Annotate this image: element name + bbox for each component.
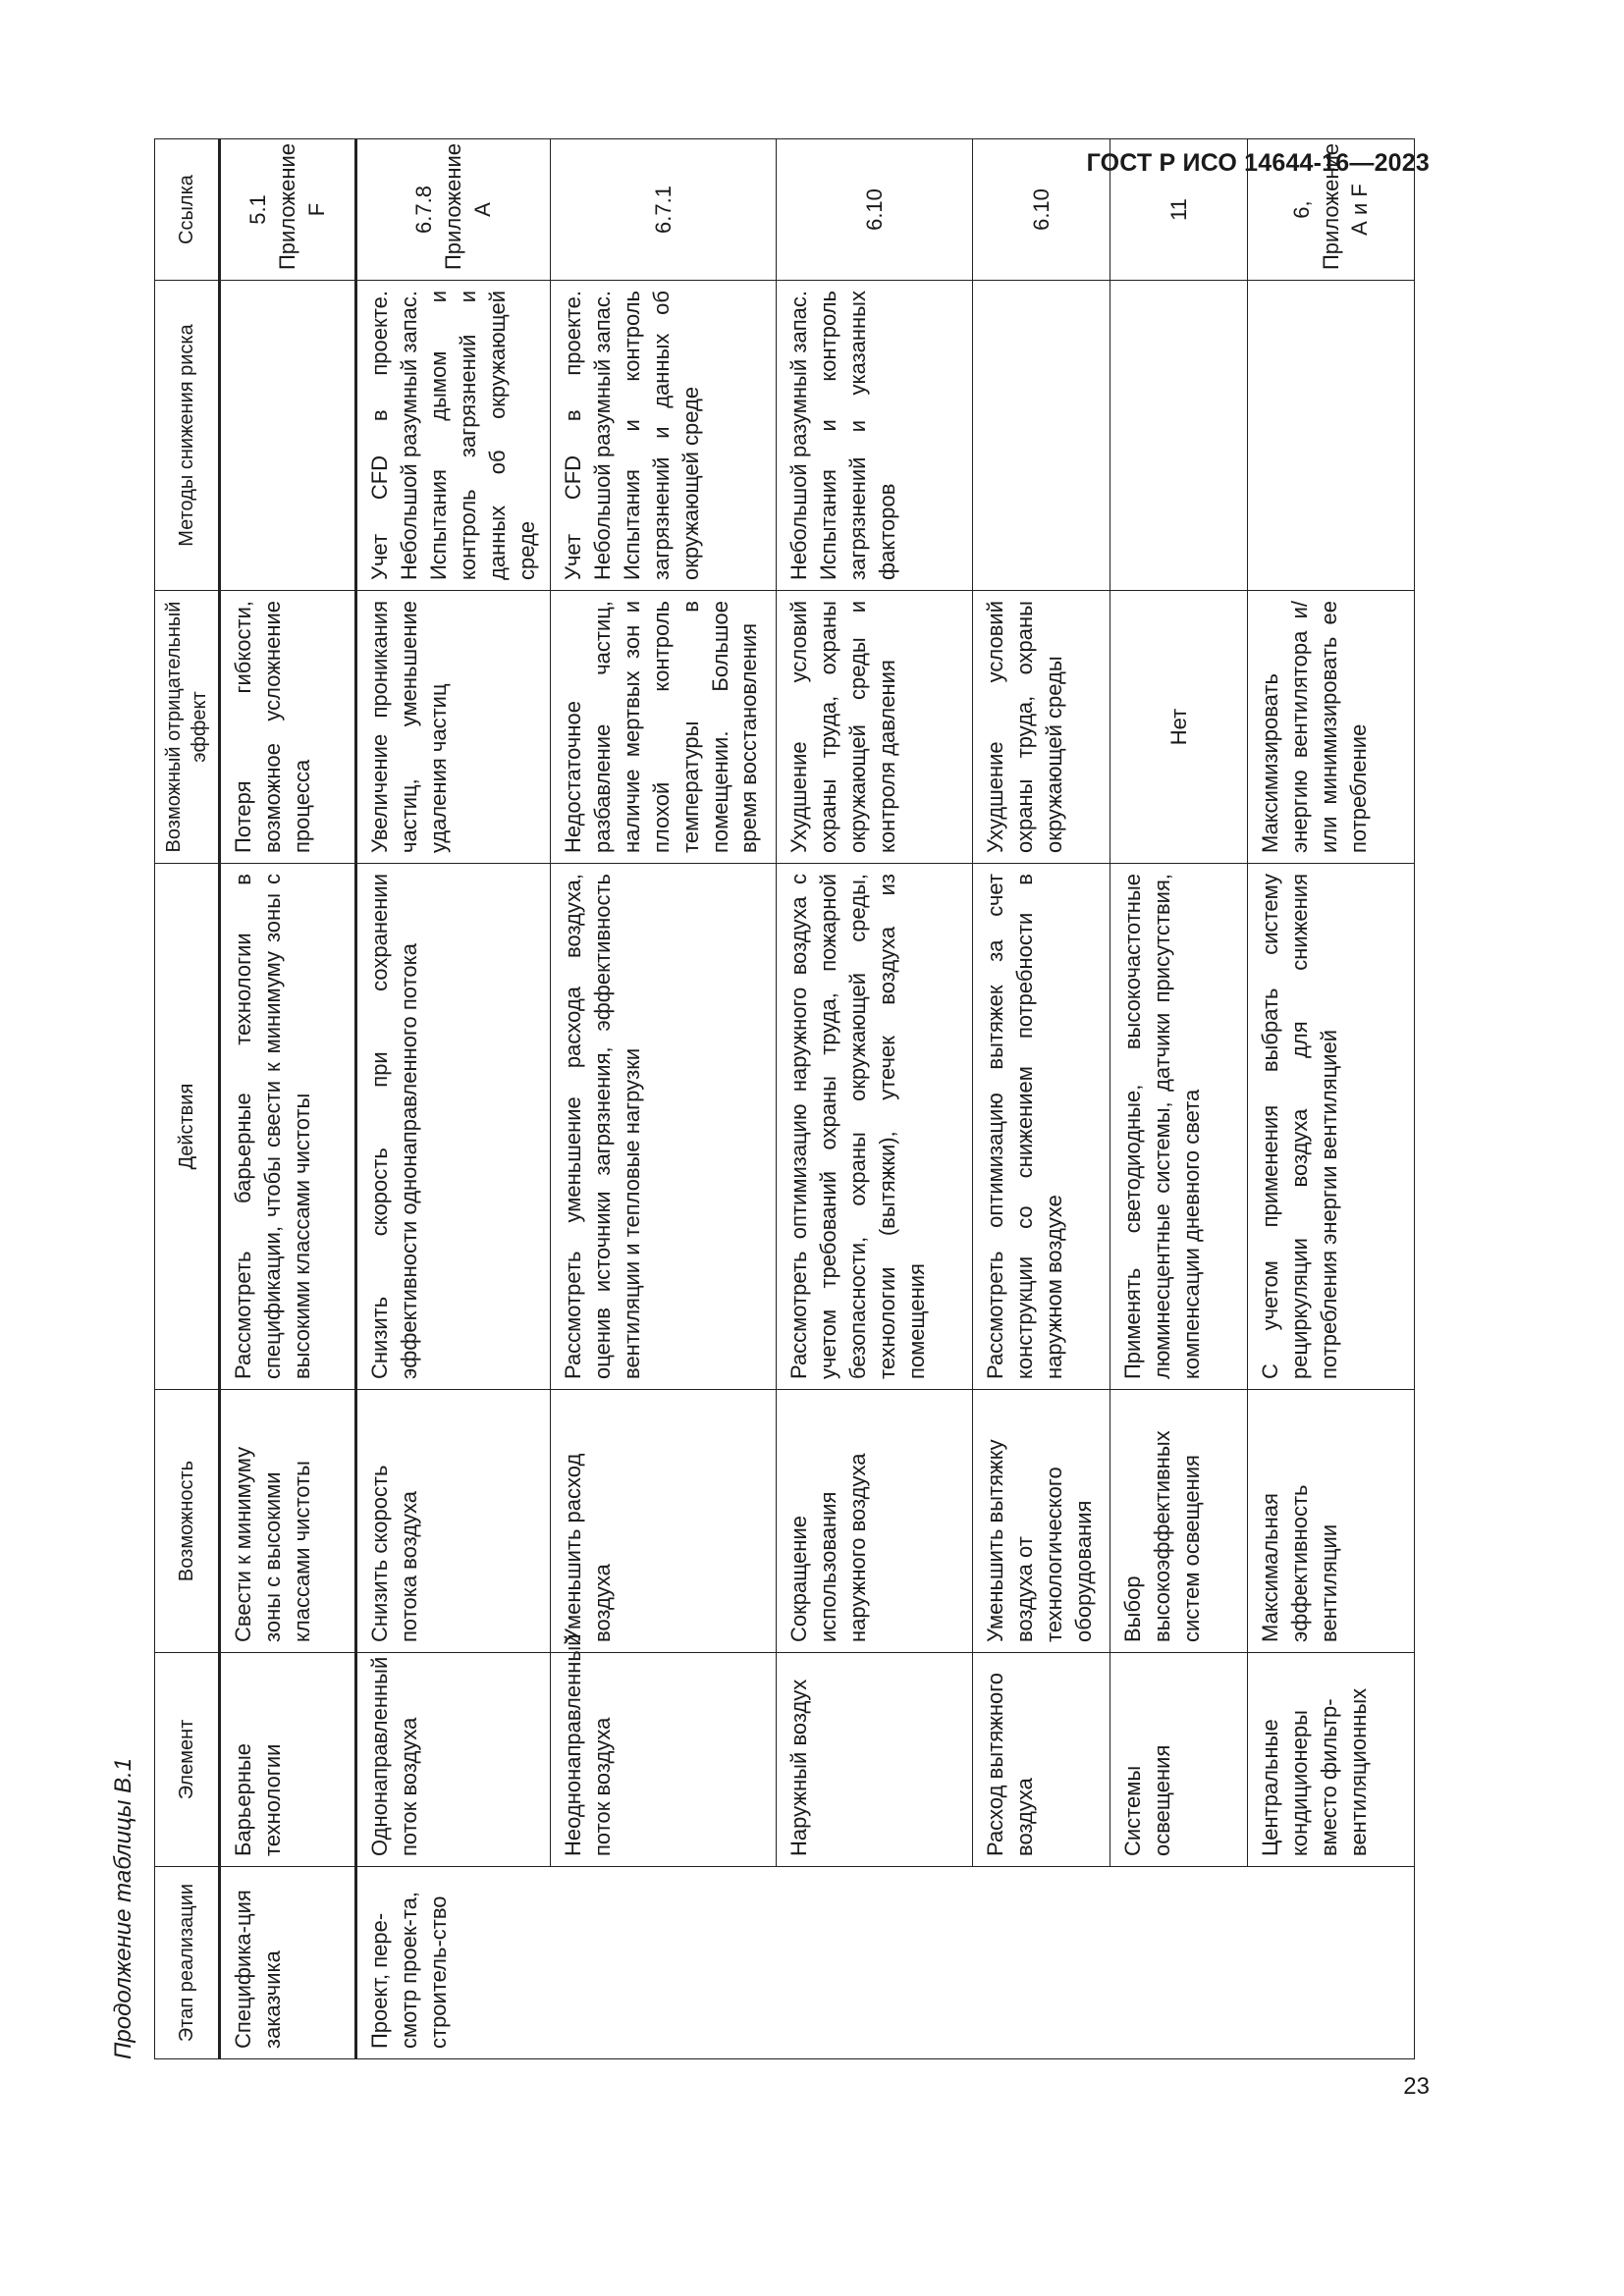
action-cell: Рассмотреть оптимизацию вытяжек за счет конструкции со снижением потребности в наружном воздухе — [973, 864, 1110, 1390]
table-header-row — [155, 139, 220, 2059]
effect-cell: Ухудшение условий охраны труда, охраны окружающей среды и контроля давления — [777, 591, 973, 864]
table-row — [1248, 139, 1415, 2059]
col-header-mitigation: Методы снижения риска — [155, 281, 220, 591]
col-header-stage: Этап реализации — [155, 1867, 220, 2059]
document-code: ГОСТ Р ИСО 14644-16—2023 — [1086, 149, 1430, 177]
table-row — [356, 139, 551, 2059]
effect-cell: Увеличение проникания частиц, уменьшение удаления частиц — [356, 591, 551, 864]
col-header-effect: Возможный отрицательный эффект — [155, 591, 220, 864]
effect-cell: Потеря гибкости, возможное усложнение процесса — [220, 591, 356, 864]
mitigation-cell: Учет CFD в проекте. Небольшой разумный запас. Испытания и контроль загрязнений и данных об окружающей среде — [551, 281, 777, 591]
element-cell: Барьерные технологии — [220, 1653, 356, 1867]
table-caption: Продолжение таблицы В.1 — [110, 1757, 136, 2059]
element-cell: Расход вытяжного воздуха — [973, 1653, 1110, 1867]
opportunity-cell: Уменьшить расход воздуха — [551, 1390, 777, 1653]
effect-cell: Нет — [1110, 591, 1248, 864]
table-row — [973, 139, 1110, 2059]
action-cell: С учетом применения выбрать систему рециркуляции воздуха для снижения потребления энергии вентиляцией — [1248, 864, 1415, 1390]
table-row — [777, 139, 973, 2059]
effect-cell: Недостаточное разбавление частиц, наличие мертвых зон и плохой контроль температуры в помещении. Большое время восстановления — [551, 591, 777, 864]
col-header-reference: Ссылка — [155, 139, 220, 281]
element-cell: Однонаправленный поток воздуха — [356, 1653, 551, 1867]
effect-cell: Ухудшение условий охраны труда, охраны окружающей среды — [973, 591, 1110, 864]
action-cell: Снизить скорость при сохранении эффективности однонаправленного потока — [356, 864, 551, 1390]
mitigation-cell: Учет CFD в проекте. Небольшой разумный запас. Испытания дымом и контроль загрязнений и данных об окружающей среде — [356, 281, 551, 591]
mitigation-cell — [1110, 281, 1248, 591]
action-cell: Рассмотреть оптимизацию наружного воздуха с учетом требований охраны труда, пожарной безопасности, охраны окружающей среды, технологии (вытяжки), утечек воздуха из помещения — [777, 864, 973, 1390]
reference-cell: 6.10 — [777, 139, 973, 281]
table-row — [1110, 139, 1248, 2059]
opportunity-cell: Сокращение использования наружного воздуха — [777, 1390, 973, 1653]
effect-cell: Максимизировать энергию вентилятора и/или минимизировать ее потребление — [1248, 591, 1415, 864]
reference-cell: 5.1 Приложение F — [220, 139, 356, 281]
element-cell: Неоднонаправленный поток воздуха — [551, 1653, 777, 1867]
page-number: 23 — [1403, 2073, 1430, 2100]
stage-cell: Специфика-ция заказчика — [220, 1867, 356, 2059]
opportunity-cell: Свести к минимуму зоны с высокими классами чистоты — [220, 1390, 356, 1653]
reference-cell: 6.10 — [973, 139, 1110, 281]
opportunity-cell: Снизить скорость потока воздуха — [356, 1390, 551, 1653]
mitigation-cell: Небольшой разумный запас. Испытания и контроль загрязнений и указанных факторов — [777, 281, 973, 591]
table-row — [551, 139, 777, 2059]
element-cell: Наружный воздух — [777, 1653, 973, 1867]
reference-cell: 6, Приложение А и F — [1248, 139, 1415, 281]
opportunity-cell: Максимальная эффективность вентиляции — [1248, 1390, 1415, 1653]
mitigation-cell — [1248, 281, 1415, 591]
mitigation-cell — [220, 281, 356, 591]
risk-table — [154, 138, 1415, 2059]
opportunity-cell: Уменьшить вытяжку воздуха от технологического оборудования — [973, 1390, 1110, 1653]
stage-cell: Проект, пере-смотр проек-та, строитель-ство — [356, 1867, 1415, 2059]
opportunity-cell: Выбор высокоэффективных систем освещения — [1110, 1390, 1248, 1653]
mitigation-cell — [973, 281, 1110, 591]
element-cell: Системы освещения — [1110, 1653, 1248, 1867]
reference-cell: 11 — [1110, 139, 1248, 281]
action-cell: Рассмотреть уменьшение расхода воздуха, оценив источники загрязнения, эффективность вентиляции и тепловые нагрузки — [551, 864, 777, 1390]
element-cell: Центральные кондиционеры вместо фильтр-вентиляционных — [1248, 1653, 1415, 1867]
col-header-element: Элемент — [155, 1653, 220, 1867]
action-cell: Рассмотреть барьерные технологии в спецификации, чтобы свести к минимуму зоны с высокими классами чистоты — [220, 864, 356, 1390]
reference-cell: 6.7.1 — [551, 139, 777, 281]
table-row — [220, 139, 356, 2059]
reference-cell: 6.7.8 Приложение А — [356, 139, 551, 281]
action-cell: Применять светодиодные, высокочастотные люминесцентные системы, датчики присутствия, компенсации дневного света — [1110, 864, 1248, 1390]
col-header-opportunity: Возможность — [155, 1390, 220, 1653]
col-header-action: Действия — [155, 864, 220, 1390]
